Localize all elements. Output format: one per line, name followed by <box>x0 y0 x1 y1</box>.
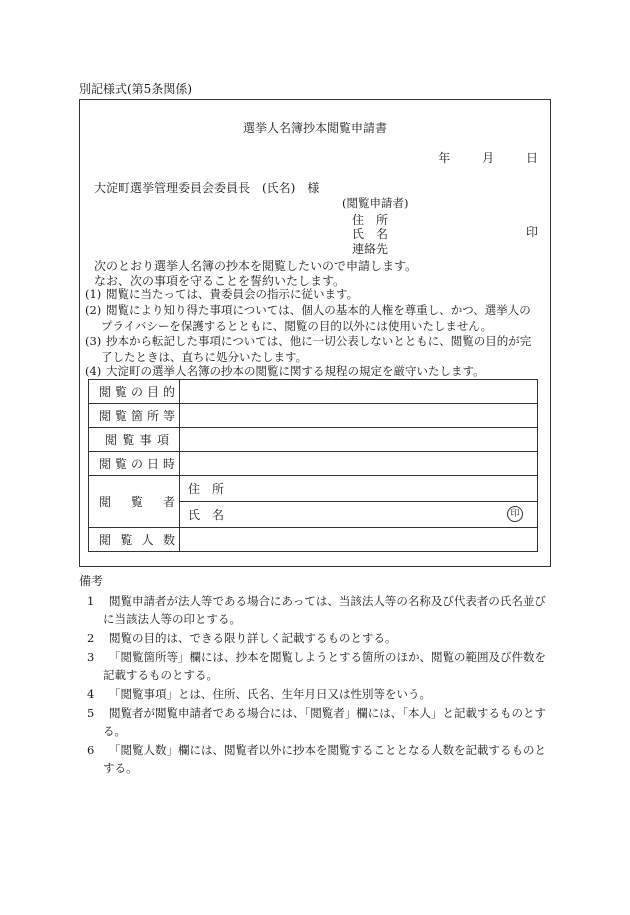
note-text: る。 <box>103 724 126 738</box>
note-text: 「閲覧人数」欄には、閲覧者以外に抄本を閲覧することとなる人数を記載するものと <box>109 743 546 757</box>
note-number: 5 <box>87 706 95 720</box>
note-text: 閲覧者が閲覧申請者である場合には、「閲覧者」欄には、「本人」と記載するものとす <box>109 706 546 720</box>
count-header: 閲 覧 人 数 <box>89 528 180 552</box>
table-row <box>89 380 538 404</box>
datetime-field[interactable] <box>180 452 538 476</box>
request-statement: 次のとおり選挙人名簿の抄本を閲覧したいので申請します。 <box>94 259 418 273</box>
viewer-header: 閲 覧 者 <box>89 476 180 528</box>
application-form <box>79 99 551 567</box>
items-header: 閲 覧 事 項 <box>89 428 180 452</box>
clause-text: 閲覧により知り得た事項については、個人の基本的人権を尊重し、かつ、選挙人の <box>106 303 531 317</box>
clause-text: プライバシーを保護するとともに、閲覧の目的以外には使用いたしません。 <box>101 318 493 333</box>
date-line <box>438 149 538 166</box>
clause-text: 抄本から転記した事項については、他に一切公表しないとともに、閲覧の目的が完 <box>106 334 532 348</box>
note-item <box>79 592 551 628</box>
note-text: 記載するものとする。 <box>103 668 218 682</box>
note-number: 6 <box>87 743 95 757</box>
note-item <box>79 629 551 647</box>
clause-2 <box>85 303 540 334</box>
note-item <box>79 741 551 777</box>
pledge-statement: なお、次の事項を守ることを誓約いたします。 <box>94 274 346 288</box>
note-item <box>79 648 551 684</box>
clause-text: 了したときは、直ちに処分いたします。 <box>101 349 308 364</box>
viewer-name-label: 氏 名 <box>188 508 225 522</box>
note-text: 「閲覧事項」とは、住所、氏名、生年月日又は性別等をいう。 <box>109 687 431 701</box>
purpose-field[interactable] <box>180 380 538 404</box>
date-day-label: 日 <box>525 151 538 165</box>
note-text: 閲覧の目的は、できる限り詳しく記載するものとする。 <box>109 631 397 645</box>
count-field[interactable] <box>180 528 538 552</box>
form-caption: 別記様式(第5条関係) <box>79 82 192 96</box>
date-month-label: 月 <box>482 151 495 165</box>
table-row <box>89 452 538 476</box>
note-text: 「閲覧箇所等」欄には、抄本を閲覧しようとする箇所のほか、閲覧の範囲及び件数を <box>109 650 546 664</box>
clause-text: 大淀町の選挙人名簿の抄本の閲覧に関する規程の規定を厳守いたします。 <box>106 364 485 378</box>
clause-number: (1) <box>85 287 102 301</box>
applicant-address-label: 住 所 <box>352 213 389 227</box>
clause-number: (3) <box>85 334 102 348</box>
purpose-header: 閲 覧 の 目 的 <box>89 380 180 404</box>
location-field[interactable] <box>180 404 538 428</box>
note-text: 閲覧申請者が法人等である場合にあっては、当該法人等の名称及び代表者の氏名並び <box>109 594 546 608</box>
viewer-address-label: 住 所 <box>188 482 225 496</box>
table-row <box>89 528 538 552</box>
table-row <box>89 476 538 502</box>
clause-1 <box>85 287 540 303</box>
note-number: 1 <box>87 594 95 608</box>
location-header: 閲 覧 箇 所 等 <box>89 404 180 428</box>
note-text: に当該法人等の印とする。 <box>103 612 241 626</box>
note-number: 2 <box>87 631 95 645</box>
form-title: 選挙人名簿抄本閲覧申請書 <box>242 121 387 135</box>
clause-text: 閲覧に当たっては、貴委員会の指示に従います。 <box>106 287 359 301</box>
clause-4 <box>85 364 540 380</box>
applicant-name-label: 氏 名 <box>352 227 389 241</box>
viewer-name-field[interactable] <box>180 502 538 528</box>
clause-number: (4) <box>85 364 102 378</box>
items-field[interactable] <box>180 428 538 452</box>
applicant-seal: 印 <box>525 225 538 239</box>
seal-stamp-icon: 印 <box>507 506 523 522</box>
table-row <box>89 428 538 452</box>
notes-list <box>79 592 551 778</box>
datetime-header: 閲 覧 の 日 時 <box>89 452 180 476</box>
notes-title: 備考 <box>79 574 104 588</box>
viewing-details-table <box>88 379 538 552</box>
viewer-address-field[interactable] <box>180 476 538 502</box>
note-text: する。 <box>103 761 138 775</box>
note-number: 4 <box>87 687 95 701</box>
addressee: 大淀町選挙管理委員会委員長 (氏名) 様 <box>94 181 320 195</box>
applicant-heading: (閲覧申請者) <box>342 196 409 210</box>
clause-number: (2) <box>85 303 102 317</box>
table-row <box>89 404 538 428</box>
date-year-label: 年 <box>438 151 451 165</box>
note-number: 3 <box>87 650 95 664</box>
applicant-contact-label: 連絡先 <box>352 242 389 256</box>
note-item <box>79 704 551 740</box>
clause-3 <box>85 334 540 365</box>
note-item <box>79 685 551 703</box>
